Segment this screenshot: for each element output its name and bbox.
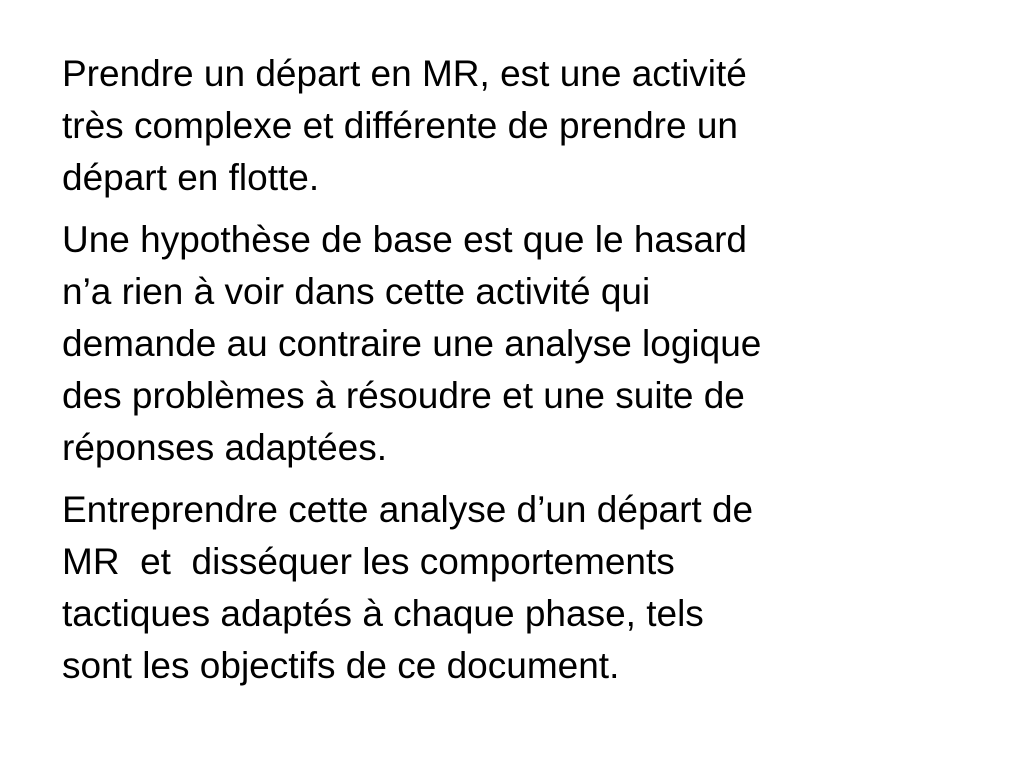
paragraph-line: départ en flotte. bbox=[62, 157, 320, 198]
paragraph-line: des problèmes à résoudre et une suite de bbox=[62, 375, 745, 416]
paragraph-2 bbox=[62, 214, 982, 474]
paragraph-line: Prendre un départ en MR, est une activité bbox=[62, 53, 747, 94]
paragraph-line: demande au contraire une analyse logique bbox=[62, 323, 762, 364]
paragraph-line: réponses adaptées. bbox=[62, 427, 388, 468]
paragraph-line: n’a rien à voir dans cette activité qui bbox=[62, 271, 651, 312]
paragraph-line: tactiques adaptés à chaque phase, tels bbox=[62, 593, 704, 634]
paragraph-line: Une hypothèse de base est que le hasard bbox=[62, 219, 747, 260]
paragraph-line: sont les objectifs de ce document. bbox=[62, 645, 620, 686]
slide-body bbox=[62, 48, 982, 702]
paragraph-line: MR et disséquer les comportements bbox=[62, 541, 675, 582]
paragraph-line: Entreprendre cette analyse d’un départ de bbox=[62, 489, 754, 530]
paragraph-line: très complexe et différente de prendre un bbox=[62, 105, 739, 146]
paragraph-3 bbox=[62, 484, 982, 692]
paragraph-1 bbox=[62, 48, 982, 204]
